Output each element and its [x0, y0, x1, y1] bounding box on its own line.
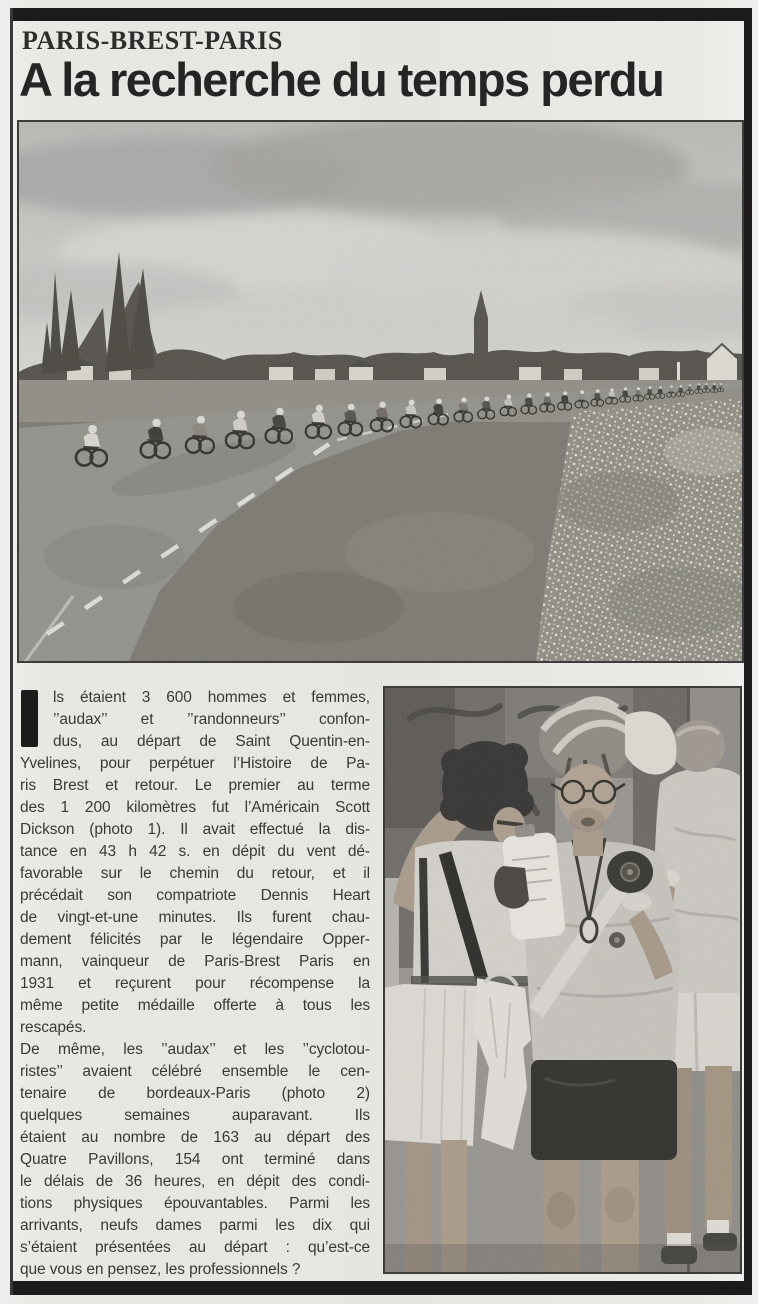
body-text-line: même petite médaille offerte à tous les: [20, 997, 370, 1014]
body-text-line: le délais de 36 heures, en dépit des condi-: [20, 1173, 370, 1190]
peloton-photo-art: [19, 122, 742, 661]
body-text-line: Dickson (photo 1). Il avait effectué la dis-: [20, 821, 370, 838]
body-text-line: favorable sur le chemin du retour, et il: [20, 865, 370, 882]
body-text-line: étaient au nombre de 163 au départ des: [20, 1129, 370, 1146]
body-text-line: Yvelines, pour perpétuer l’Histoire de Pa-: [20, 755, 370, 772]
body-text-line: ristes’’ avaient célébré ensemble le cen-: [20, 1063, 370, 1080]
body-text-line: De même, les ’’audax’’ et les ’’cyclotou-: [20, 1041, 370, 1058]
article-body: [20, 687, 370, 1281]
body-text-line: ris Brest et retour. Le premier au terme: [20, 777, 370, 794]
body-text-line: tance en 43 h 42 s. en dépit du vent dé-: [20, 843, 370, 860]
frame-bottom-rule: [10, 1281, 752, 1295]
frame-left-rule: [10, 8, 13, 1295]
body-text-line: rescapés.: [20, 1019, 87, 1036]
frame-right-rule: [744, 8, 752, 1295]
peloton-photo: [17, 120, 744, 663]
body-text-line: ’’audax’’ et ’’randonneurs’’ confon-: [53, 711, 370, 728]
kicker: PARIS-BREST-PARIS: [22, 26, 283, 55]
body-text-line: s’étaient présentées au départ : qu’est-ce: [20, 1239, 370, 1256]
body-text-line: mann, vainqueur de Paris-Brest Paris en: [20, 953, 370, 970]
body-text-line: que vous en pensez, les professionnels ?: [20, 1261, 301, 1278]
body-text-line: quelques semaines auparavant. Ils: [20, 1107, 370, 1124]
body-text-line: tions physiques épouvantables. Parmi les: [20, 1195, 370, 1212]
body-text-line: 1931 et reçurent pour récompense la: [20, 975, 370, 992]
finishers-photo-art: [385, 688, 740, 1272]
body-text-line: arrivants, neufs dames parmi les dix qui: [20, 1217, 370, 1234]
body-text-line: des 1 200 kilomètres fut l’Américain Scott: [20, 799, 370, 816]
body-text-line: ls étaient 3 600 hommes et femmes,: [53, 689, 370, 706]
film-grain: [19, 122, 742, 661]
finishers-photo: [383, 686, 742, 1274]
body-text-line: précédait son compatriote Dennis Heart: [20, 887, 370, 904]
body-text-line: tenaire de bordeaux-Paris (photo 2): [20, 1085, 370, 1102]
body-text-line: de vingt-et-une minutes. Ils furent chau-: [20, 909, 370, 926]
page-title: A la recherche du temps perdu: [19, 53, 664, 106]
drop-cap: [21, 690, 38, 747]
frame-top-rule: [10, 8, 752, 21]
body-text-line: Quatre Pavillons, 154 ont terminé dans: [20, 1151, 370, 1168]
film-grain: [385, 688, 740, 1272]
body-text-line: dus, au départ de Saint Quentin-en-: [53, 733, 370, 750]
body-text-line: dement félicités par le légendaire Opper-: [20, 931, 370, 948]
